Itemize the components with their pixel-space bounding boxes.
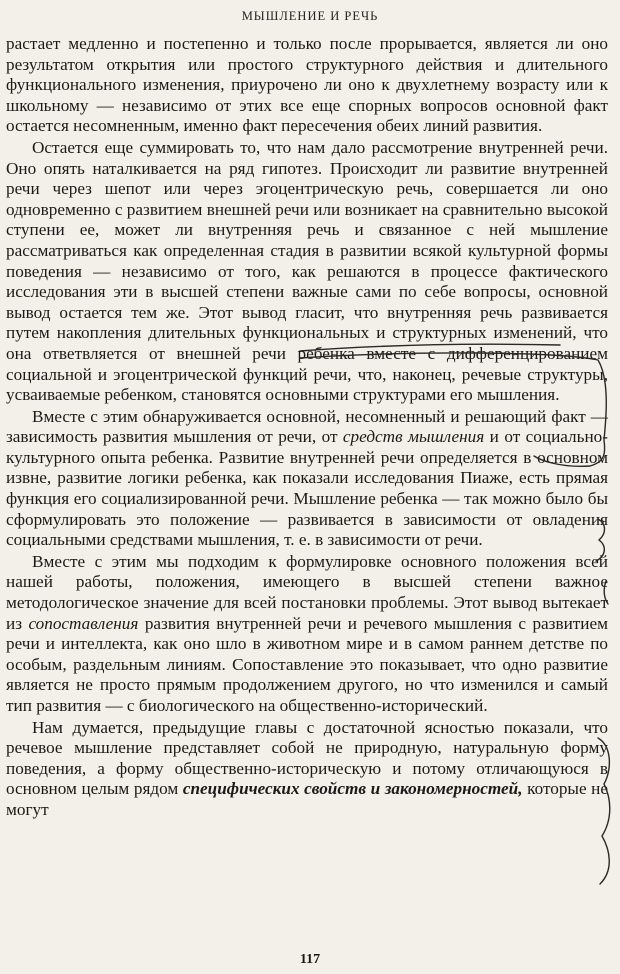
paragraph-5-text-b: которые не могут	[6, 779, 609, 819]
bold-italic-emphasis: специфических свойств и закономерностей,	[182, 779, 523, 799]
paragraph-4-text-b: развития внутренней речи и речевого мышления с развитием речи и интеллекта, как оно шло в животном мире и в самом раннем детстве по особым, раздельным линиям. Сопоставление это показывает, что одно развитие является не просто прямым продолжением другого, но что изменился и самый тип развития — с биологического на общественно-исторический.	[6, 613, 608, 715]
running-head: МЫШЛЕНИЕ И РЕЧЬ	[241, 9, 379, 23]
paragraph-4	[6, 552, 608, 717]
paragraph-3-text-a: Вместе с этим обнаруживается основной, несомненный и решающий факт — зависимость развития мышления от речи, от	[6, 406, 608, 447]
paragraph-2: Остается еще суммировать то, что нам дало рассмотрение внутренней речи. Оно опять наталкивается на ряд гипотез. Происходит ли развитие внутренней речи через шепот или через эгоцентрическую речь, совершается ли оно одновременно с развитием внешней речи или возникает на сравнительно высокой ступени ее, может ли внутренняя речь и связанное с ней мышление рассматриваться как определенная стадия в развитии всякой культурной формы поведения — независимо от того, как решаются в процессе фактического исследования эти в высшей степени важные сами по себе вопросы, основной вывод остается тем же. Этот вывод гласит, что внутренняя речь развивается путем накопления длительных функциональных и структурных изменений, что она ответвляется от внешней речи ребенка вместе с дифференцированием социальной и эгоцентрической функций речи, что, наконец, речевые структуры, усваиваемые ребенком, становятся основными структурами его мышления.	[6, 137, 608, 405]
paragraph-5-text-a: Нам думается, предыдущие главы с достаточной ясностью показали, что речевое мышление представляет собой не природную, натуральную форму поведения, а форму общественно-историческую и потому отличающуюся в основном целым рядом	[6, 717, 608, 799]
italic-emphasis: средств мышления	[342, 427, 485, 447]
paragraph-5	[6, 718, 608, 821]
paragraph-3-text-b: и от социально-культурного опыта ребенка. Развитие внутренней речи определяется в основном извне, развитие логики ребенка, как показали исследования Пиаже, есть прямая функция его социализированной речи. Мышление ребенка — так можно было бы сформулировать это положение — развивается в зависимости от овладения социальными средствами мышления, т. е. в зависимости от речи.	[6, 427, 608, 550]
paragraph-1: растает медленно и постепенно и только после прорывается, является ли оно результатом открытия или простого структурного действия и длительного функционального изменения, приурочено ли оно к двухлетнему возрасту или к школьному — независимо от этих все еще спорных вопросов основной факт остается несомненным, именно факт пересечения обеих линий развития.	[6, 34, 608, 136]
paragraph-3	[6, 407, 608, 551]
italic-emphasis: сопоставления	[28, 613, 139, 633]
paragraph-4-text-a: Вместе с этим мы подходим к формулировке основного положения всей нашей работы, положения, имеющего в высшей степени важное методологическое значение для всей постановки проблемы. Этот вывод вытекает из	[6, 551, 608, 633]
page-text	[6, 34, 608, 821]
page-number: 117	[299, 952, 321, 967]
